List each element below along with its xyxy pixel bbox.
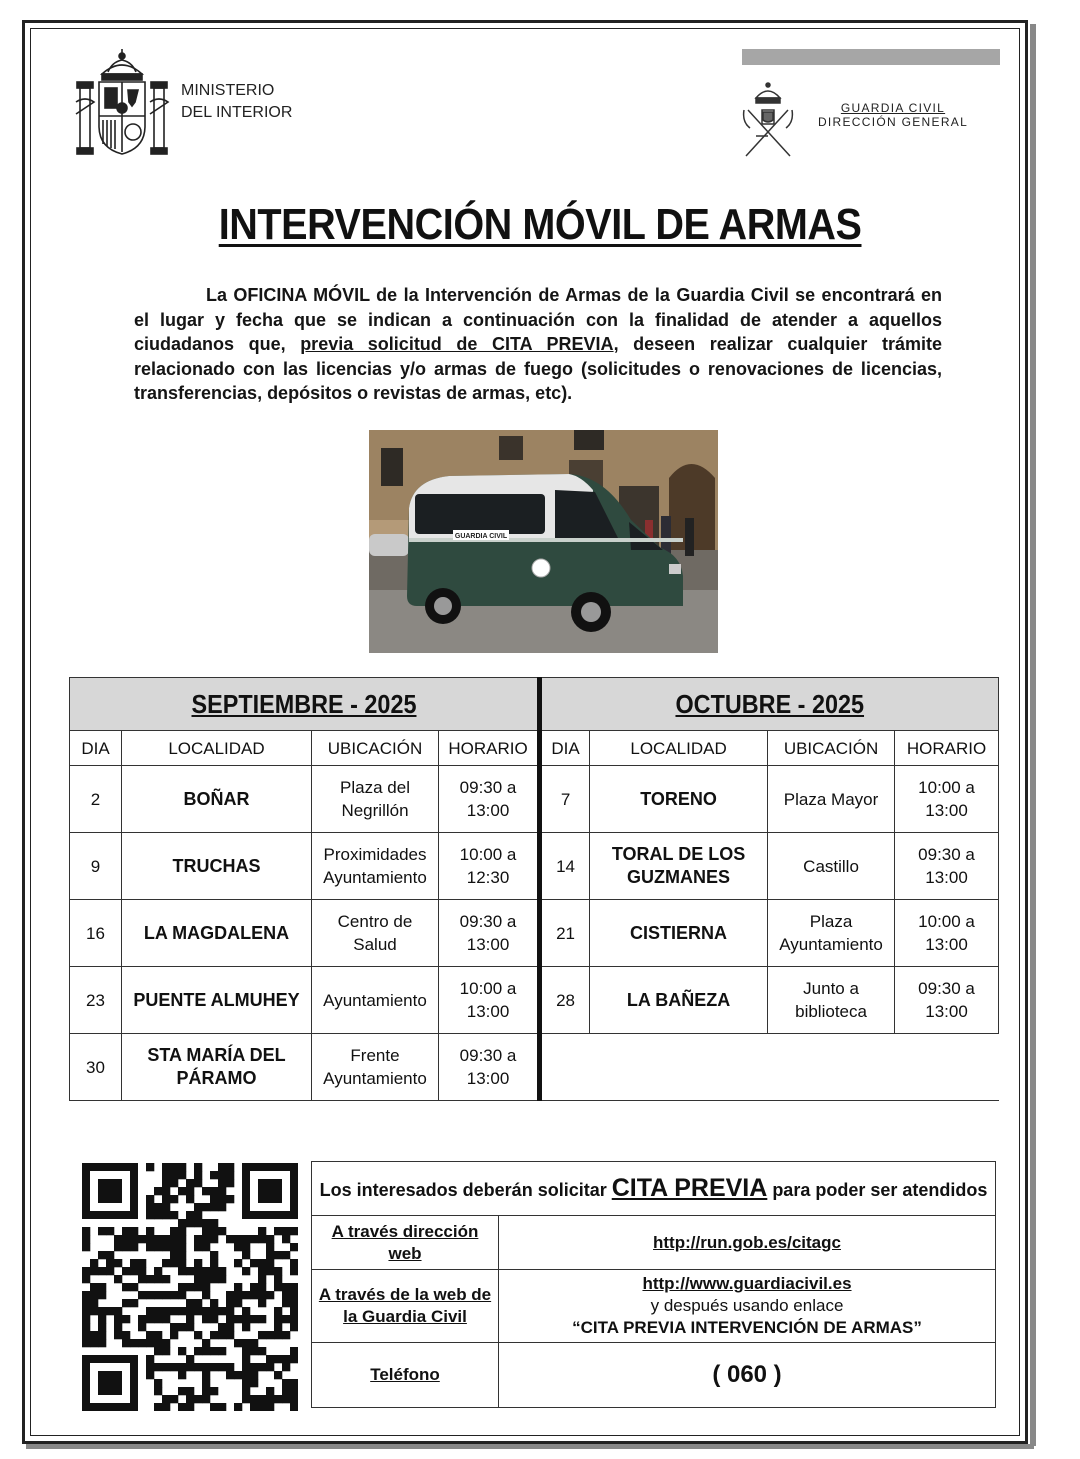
localidad-cell: TORENO	[590, 766, 768, 833]
cita-phone-value: ( 060 )	[499, 1343, 996, 1408]
col-ubicacion: UBICACIÓN	[312, 731, 439, 766]
ubicacion-cell: Plaza Mayor	[768, 766, 895, 833]
guardia-civil-label	[808, 101, 978, 129]
col-localidad: LOCALIDAD	[590, 731, 768, 766]
cita-row-phone	[312, 1343, 996, 1408]
localidad-cell: LA BAÑEZA	[590, 967, 768, 1034]
document-title: INTERVENCIÓN MÓVIL DE ARMAS	[218, 200, 862, 249]
coat-of-arms-icon	[72, 44, 172, 160]
header-gray-bar	[742, 49, 1000, 65]
col-horario: HORARIO	[439, 731, 540, 766]
intro-part2: , deseen realizar cualquier trámite relacionado con las licencias y/o armas de fuego (solicitudes o renovaciones de licencias, transferencias, depósitos o revistas de armas, etc).	[134, 334, 942, 403]
table-row	[70, 833, 999, 900]
cita-gc-line3: “CITA PREVIA INTERVENCIÓN DE ARMAS”	[572, 1318, 922, 1337]
cita-header-row	[312, 1162, 996, 1216]
horario-cell: 10:00 a 13:00	[895, 766, 999, 833]
cita-intro-big: CITA PREVIA	[611, 1173, 768, 1202]
gc-line2: DIRECCIÓN GENERAL	[817, 115, 969, 129]
empty-cell	[540, 1034, 999, 1101]
table-row	[70, 1034, 999, 1101]
localidad-cell: PUENTE ALMUHEY	[122, 967, 312, 1034]
horario-cell: 10:00 a 12:30	[439, 833, 540, 900]
cita-link-guardiacivil[interactable]: http://www.guardiacivil.es	[642, 1274, 852, 1293]
van-photo	[369, 430, 718, 653]
horario-cell: 10:00 a 13:00	[439, 967, 540, 1034]
horario-cell: 09:30 a 13:00	[439, 900, 540, 967]
horario-cell: 10:00 a 13:00	[895, 900, 999, 967]
ubicacion-cell: Ayuntamiento	[312, 967, 439, 1034]
ministerio-line1: MINISTERIO	[181, 82, 275, 99]
dia-cell: 23	[70, 967, 122, 1034]
ministerio-label	[181, 80, 292, 124]
table-row	[70, 900, 999, 967]
column-header-row	[70, 731, 999, 766]
intro-underlined: previa solicitud de CITA PREVIA	[300, 334, 614, 354]
col-dia: DIA	[540, 731, 590, 766]
cita-row-web	[312, 1216, 996, 1270]
localidad-cell: TORAL DE LOS GUZMANES	[590, 833, 768, 900]
guardia-civil-emblem-icon	[738, 80, 798, 162]
month-october-cell	[540, 678, 999, 731]
horario-cell: 09:30 a 13:00	[439, 1034, 540, 1101]
col-localidad: LOCALIDAD	[122, 731, 312, 766]
dia-cell: 14	[540, 833, 590, 900]
ministerio-line2: DEL INTERIOR	[181, 104, 293, 121]
ubicacion-cell: Castillo	[768, 833, 895, 900]
col-horario: HORARIO	[895, 731, 999, 766]
dia-cell: 7	[540, 766, 590, 833]
dia-cell: 30	[70, 1034, 122, 1101]
page-shadow-bottom	[26, 1444, 1034, 1449]
dia-cell: 28	[540, 967, 590, 1034]
horario-cell: 09:30 a 13:00	[895, 833, 999, 900]
month-september: SEPTIEMBRE - 2025	[191, 688, 417, 719]
horario-cell: 09:30 a 13:00	[895, 967, 999, 1034]
dia-cell: 21	[540, 900, 590, 967]
localidad-cell: CISTIERNA	[590, 900, 768, 967]
ubicacion-cell: Centro de Salud	[312, 900, 439, 967]
intro-paragraph	[134, 283, 942, 406]
dia-cell: 2	[70, 766, 122, 833]
cita-row-gc	[312, 1270, 996, 1343]
localidad-cell: STA MARÍA DEL PÁRAMO	[122, 1034, 312, 1101]
table-row	[70, 967, 999, 1034]
gc-line1: GUARDIA CIVIL	[840, 101, 946, 115]
localidad-cell: BOÑAR	[122, 766, 312, 833]
col-ubicacion: UBICACIÓN	[768, 731, 895, 766]
localidad-cell: TRUCHAS	[122, 833, 312, 900]
col-dia: DIA	[70, 731, 122, 766]
localidad-cell: LA MAGDALENA	[122, 900, 312, 967]
cita-label-web: A través dirección web	[312, 1216, 499, 1270]
month-september-cell	[70, 678, 540, 731]
month-header-row	[70, 678, 999, 731]
cita-link-run[interactable]: http://run.gob.es/citagc	[653, 1232, 841, 1252]
cita-header-cell	[312, 1162, 996, 1216]
ubicacion-cell: Frente Ayuntamiento	[312, 1034, 439, 1101]
cita-gc-cell	[499, 1270, 996, 1343]
schedule-table	[69, 677, 999, 1101]
dia-cell: 16	[70, 900, 122, 967]
van-label: GUARDIA CIVIL	[454, 533, 508, 540]
document-title-wrap	[0, 200, 1080, 250]
ubicacion-cell: Proximidades Ayuntamiento	[312, 833, 439, 900]
horario-cell: 09:30 a 13:00	[439, 766, 540, 833]
month-october: OCTUBRE - 2025	[675, 688, 865, 719]
intro-part1: La OFICINA MÓVIL de la Intervención de Armas de la Guardia Civil se encontrará en el lugar y fecha que se indican a continuación con la finalidad de atender a aquellos ciudadanos que,	[134, 285, 942, 354]
ubicacion-cell: Plaza Ayuntamiento	[768, 900, 895, 967]
cita-gc-line2: y después usando enlace	[650, 1296, 844, 1315]
ubicacion-cell: Junto a biblioteca	[768, 967, 895, 1034]
cita-previa-table	[311, 1161, 996, 1408]
cita-intro-pre: Los interesados deberán solicitar	[319, 1179, 612, 1200]
cita-label-gc: A través de la web de la Guardia Civil	[312, 1270, 499, 1343]
dia-cell: 9	[70, 833, 122, 900]
cita-intro-post: para poder ser atendidos	[767, 1179, 988, 1200]
cita-link-cell	[499, 1216, 996, 1270]
cita-label-phone: Teléfono	[312, 1343, 499, 1408]
table-row	[70, 766, 999, 833]
qr-code-icon	[82, 1163, 298, 1411]
ubicacion-cell: Plaza del Negrillón	[312, 766, 439, 833]
